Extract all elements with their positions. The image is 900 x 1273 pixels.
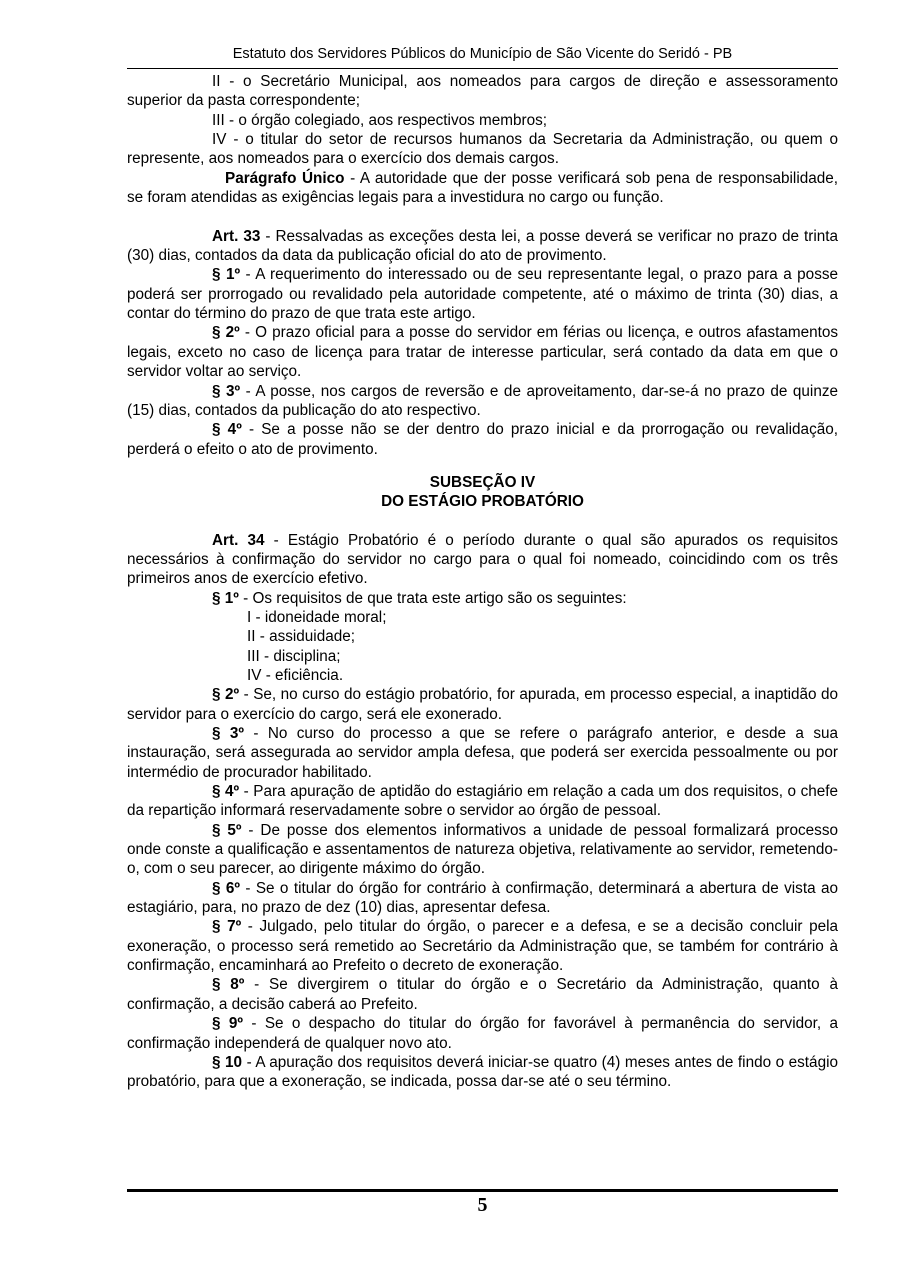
paragraph: § 1º - Os requisitos de que trata este artigo são os seguintes: — [212, 589, 627, 607]
paragraph: § 3º - No curso do processo a que se refere o parágrafo anterior, e desde a sua instauração, será assegurada ao servidor ampla defesa, que poderá ser exercida pessoalmente ou por intermédio de procurador habilitado. — [127, 725, 838, 781]
paragraph-lead: § 1º — [212, 266, 241, 284]
section-heading-line: DO ESTÁGIO PROBATÓRIO — [381, 493, 584, 511]
paragraph-lead: § 7º — [212, 918, 242, 936]
footer-rule — [127, 1189, 838, 1192]
paragraph-lead: § 9º — [212, 1015, 243, 1033]
paragraph-lead: Art. 34 — [212, 531, 265, 549]
paragraph-lead: § 3º — [212, 382, 241, 400]
list-item: IV - eficiência. — [247, 666, 344, 684]
paragraph: § 8º - Se divergirem o titular do órgão e o Secretário da Administração, quanto à confirmação, a decisão caberá ao Prefeito. — [127, 976, 838, 1013]
document-header-title: Estatuto dos Servidores Públicos do Município de São Vicente do Seridó - PB — [232, 46, 733, 62]
paragraph-spacer — [127, 207, 838, 226]
paragraph: II - o Secretário Municipal, aos nomeados para cargos de direção e assessoramento superior da pasta correspondente; — [127, 73, 838, 110]
paragraph-lead: § 2º — [212, 324, 240, 342]
section-heading-line: SUBSEÇÃO IV — [429, 473, 536, 491]
page-number: 5 — [477, 1194, 488, 1216]
paragraph-lead: § 8º — [212, 976, 245, 994]
section-heading — [127, 473, 838, 512]
paragraph: § 5º - De posse dos elementos informativos a unidade de pessoal formalizará processo onde conste a qualificação e assentamentos de natureza objetiva, relativamente ao servidor, remetendo-o, com o seu parecer, ao dirigente máximo do órgão. — [127, 821, 838, 878]
paragraph-lead: § 5º — [212, 821, 242, 839]
header-rule — [127, 68, 838, 69]
paragraph: § 2º - O prazo oficial para a posse do servidor em férias ou licença, e outros afastamentos legais, exceto no caso de licença para tratar de interesse particular, será contado da data em que o servidor voltar ao serviço. — [127, 324, 839, 381]
paragraph-lead: Parágrafo Único — [225, 169, 345, 187]
paragraph: § 2º - Se, no curso do estágio probatório, for apurada, em processo especial, a inaptidão do servidor para o exercício do cargo, será ele exonerado. — [127, 686, 838, 723]
paragraph: § 1º - A requerimento do interessado ou de seu representante legal, o prazo para a posse poderá ser prorrogado ou revalidado pela autoridade competente, até o máximo de trinta (30) dias, a contar do término do prazo de que trata este artigo. — [127, 266, 838, 323]
paragraph: III - o órgão colegiado, aos respectivos membros; — [212, 111, 547, 129]
paragraph: § 7º - Julgado, pelo titular do órgão, o parecer e a defesa, e se a decisão concluir pela exoneração, o processo será remetido ao Secretário da Administração que, se também for contrário à confirmação, encaminhará ao Prefeito o decreto de exoneração. — [127, 918, 838, 975]
list-item: II - assiduidade; — [247, 628, 355, 646]
paragraph-lead: Art. 33 — [212, 227, 261, 245]
paragraph-lead: § 4º — [212, 783, 240, 801]
paragraph: § 4º - Se a posse não se der dentro do prazo inicial e da prorrogação ou revalidação, perderá o efeito o ato de provimento. — [127, 421, 838, 458]
paragraph-lead: § 10 — [212, 1053, 243, 1071]
paragraph: IV - o titular do setor de recursos humanos da Secretaria da Administração, ou quem o represente, aos nomeados para o exercício dos demais cargos. — [127, 131, 838, 168]
paragraph-lead: § 3º — [212, 725, 244, 742]
paragraph: § 9º - Se o despacho do titular do órgão for favorável à permanência do servidor, a confirmação independerá de qualquer novo ato. — [127, 1015, 838, 1052]
paragraph: § 10 - A apuração dos requisitos deverá iniciar-se quatro (4) meses antes de findo o estágio probatório, para que a exoneração, se indicada, possa dar-se até o seu término. — [127, 1053, 838, 1091]
list-item: I - idoneidade moral; — [247, 608, 387, 626]
paragraph-lead: § 2º — [212, 686, 240, 704]
paragraph: Art. 34 - Estágio Probatório é o período durante o qual são apurados os requisitos necessários à confirmação do servidor no cargo para o qual foi nomeado, coincidindo com os três primeiros anos de exercício efetivo. — [127, 531, 838, 588]
paragraph-lead: § 6º — [212, 879, 240, 897]
list-item: III - disciplina; — [247, 647, 341, 665]
paragraph: § 3º - A posse, nos cargos de reversão e de aproveitamento, dar-se-á no prazo de quinze (15) dias, contados da publicação do ato respectivo. — [127, 382, 838, 419]
document-footer — [127, 1189, 838, 1217]
paragraph: § 6º - Se o titular do órgão for contrário à confirmação, determinará a abertura de vista ao estagiário, para, no prazo de dez (10) dias, apresentar defesa. — [127, 879, 838, 917]
document-body — [127, 72, 838, 1092]
paragraph: § 4º - Para apuração de aptidão do estagiário em relação a cada um dos requisitos, o chefe da repartição informará reservadamente sobre o servidor ao órgão de pessoal. — [127, 783, 839, 820]
page-content — [127, 45, 838, 1092]
paragraph-lead: § 1º — [212, 589, 239, 607]
paragraph-lead: § 4º — [212, 421, 242, 439]
paragraph: Art. 33 - Ressalvadas as exceções desta lei, a posse deverá se verificar no prazo de trinta (30) dias, contados da data da publicação oficial do ato de provimento. — [127, 227, 839, 265]
paragraph: Parágrafo Único - A autoridade que der posse verificará sob pena de responsabilidade, se foram atendidas as exigências legais para a investidura no cargo ou função. — [127, 169, 838, 207]
